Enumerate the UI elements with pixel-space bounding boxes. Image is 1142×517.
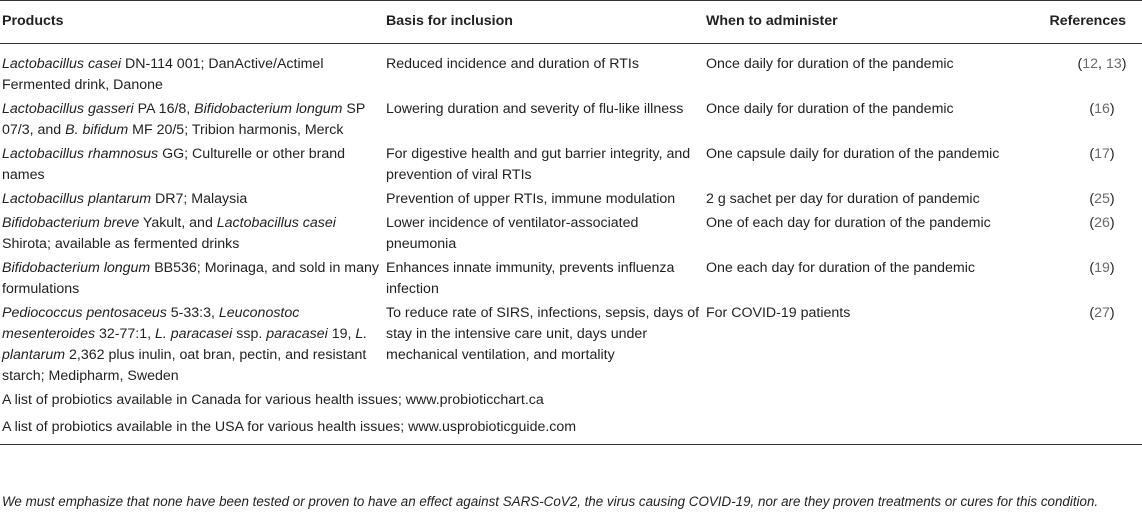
table-row [0,99,1142,144]
product-cell [0,144,384,189]
resource-row [0,417,1142,445]
resource-text: A list of probiotics available in Canada for various health issues; www.probioticchart.ca [2,392,544,408]
basis-cell: For digestive health and gut barrier integrity, and prevention of viral RTIs [386,146,691,183]
table-footnote: We must emphasize that none have been tested or proven to have an effect against SARS-CoV2, the virus causing COVID-19, nor are they proven treatments or cures for this condition. [2,494,1099,509]
product-text: 5-33:3, [166,305,219,321]
citation-link[interactable]: 16 [1094,101,1110,117]
when-cell: For COVID-19 patients [706,305,851,321]
product-cell [0,303,384,390]
basis-cell: Reduced incidence and duration of RTIs [386,56,639,72]
species-name: paracasei [266,326,328,342]
references-cell: (27) [1089,305,1115,321]
when-cell: One of each day for duration of the pandemic [706,215,991,231]
table-row [0,303,1142,390]
product-cell [0,258,384,303]
product-text: ssp. [232,326,267,342]
product-text: PA 16/8, [133,101,195,117]
citation-link[interactable]: 12 [1082,56,1099,72]
header-basis: Basis for inclusion [384,1,704,44]
table-body [0,44,1142,445]
product-cell [0,44,384,100]
when-cell: Once daily for duration of the pandemic [706,101,954,117]
product-text: MF 20/5; Tribion harmonis, Merck [128,122,344,138]
species-name: Pediococcus pentosaceus [2,305,167,321]
citation-link[interactable]: 26 [1094,215,1110,231]
species-name: L. plantarum [2,326,368,363]
product-text: DR7; Malaysia [151,191,248,207]
references-cell: (26) [1089,215,1115,231]
citation-link[interactable]: 13 [1105,56,1122,72]
species-name: B. bifidum [65,122,129,138]
product-text: GG; Culturelle or other brand names [2,146,346,183]
species-name: Lactobacillus rhamnosus [2,146,159,162]
citation-link[interactable]: 27 [1094,305,1110,321]
product-cell [0,99,384,144]
header-products: Products [0,1,384,44]
references-cell: (17) [1089,146,1115,162]
species-name: Lactobacillus casei [216,215,336,231]
table-row [0,213,1142,258]
species-name: L. paracasei [155,326,233,342]
table-row [0,44,1142,100]
when-cell: One capsule daily for duration of the pandemic [706,146,1000,162]
basis-cell: Lowering duration and severity of flu-like illness [386,101,684,117]
table-row [0,144,1142,189]
basis-cell: To reduce rate of SIRS, infections, sepsis, days of stay in the intensive care unit, days under mechanical ventilation, and mortality [386,305,700,363]
product-text: Shirota; available as fermented drinks [2,236,240,252]
references-cell: (19) [1089,260,1115,276]
product-text: 2,362 plus inulin, oat bran, pectin, and resistant starch; Medipharm, Sweden [2,347,367,384]
product-text: DN-114 001; DanActive/Actimel Fermented drink, Danone [2,56,324,93]
resource-row [0,390,1142,417]
when-cell: One each day for duration of the pandemic [706,260,975,276]
species-name: Lactobacillus plantarum [2,191,152,207]
resource-text: A list of probiotics available in the USA for various health issues; www.usprobioticguide.com [0,417,1142,445]
references-cell: (12, 13) [1077,56,1127,72]
basis-cell: Prevention of upper RTIs, immune modulation [386,191,676,207]
product-text: Yakult, and [139,215,217,231]
product-text: 32-77:1, [95,326,156,342]
basis-cell: Lower incidence of ventilator-associated pneumonia [386,215,639,252]
product-text: 19, [327,326,356,342]
when-cell: 2 g sachet per day for duration of pandemic [706,191,980,207]
table-header [0,1,1142,44]
references-cell: (25) [1089,191,1115,207]
citation-link[interactable]: 19 [1094,260,1110,276]
species-name: Bifidobacterium longum [2,260,151,276]
species-name: Bifidobacterium breve [2,215,140,231]
basis-cell: Enhances innate immunity, prevents influenza infection [386,260,675,297]
table-row [0,258,1142,303]
product-text: SP 07/3, and [2,101,366,138]
citation-link[interactable]: 17 [1094,146,1110,162]
species-name: Leuconostoc mesenteroides [2,305,300,342]
species-name: Lactobacillus casei [2,56,122,72]
references-cell: (16) [1089,101,1115,117]
citation-link[interactable]: 25 [1094,191,1110,207]
table-row [0,189,1142,213]
species-name: Lactobacillus gasseri [2,101,134,117]
header-when: When to administer [704,1,1034,44]
product-cell [0,213,384,258]
header-references: References [1034,1,1142,44]
species-name: Bifidobacterium longum [194,101,343,117]
product-cell [0,189,384,213]
product-text: BB536; Morinaga, and sold in many formulations [2,260,379,297]
when-cell: Once daily for duration of the pandemic [706,56,954,72]
